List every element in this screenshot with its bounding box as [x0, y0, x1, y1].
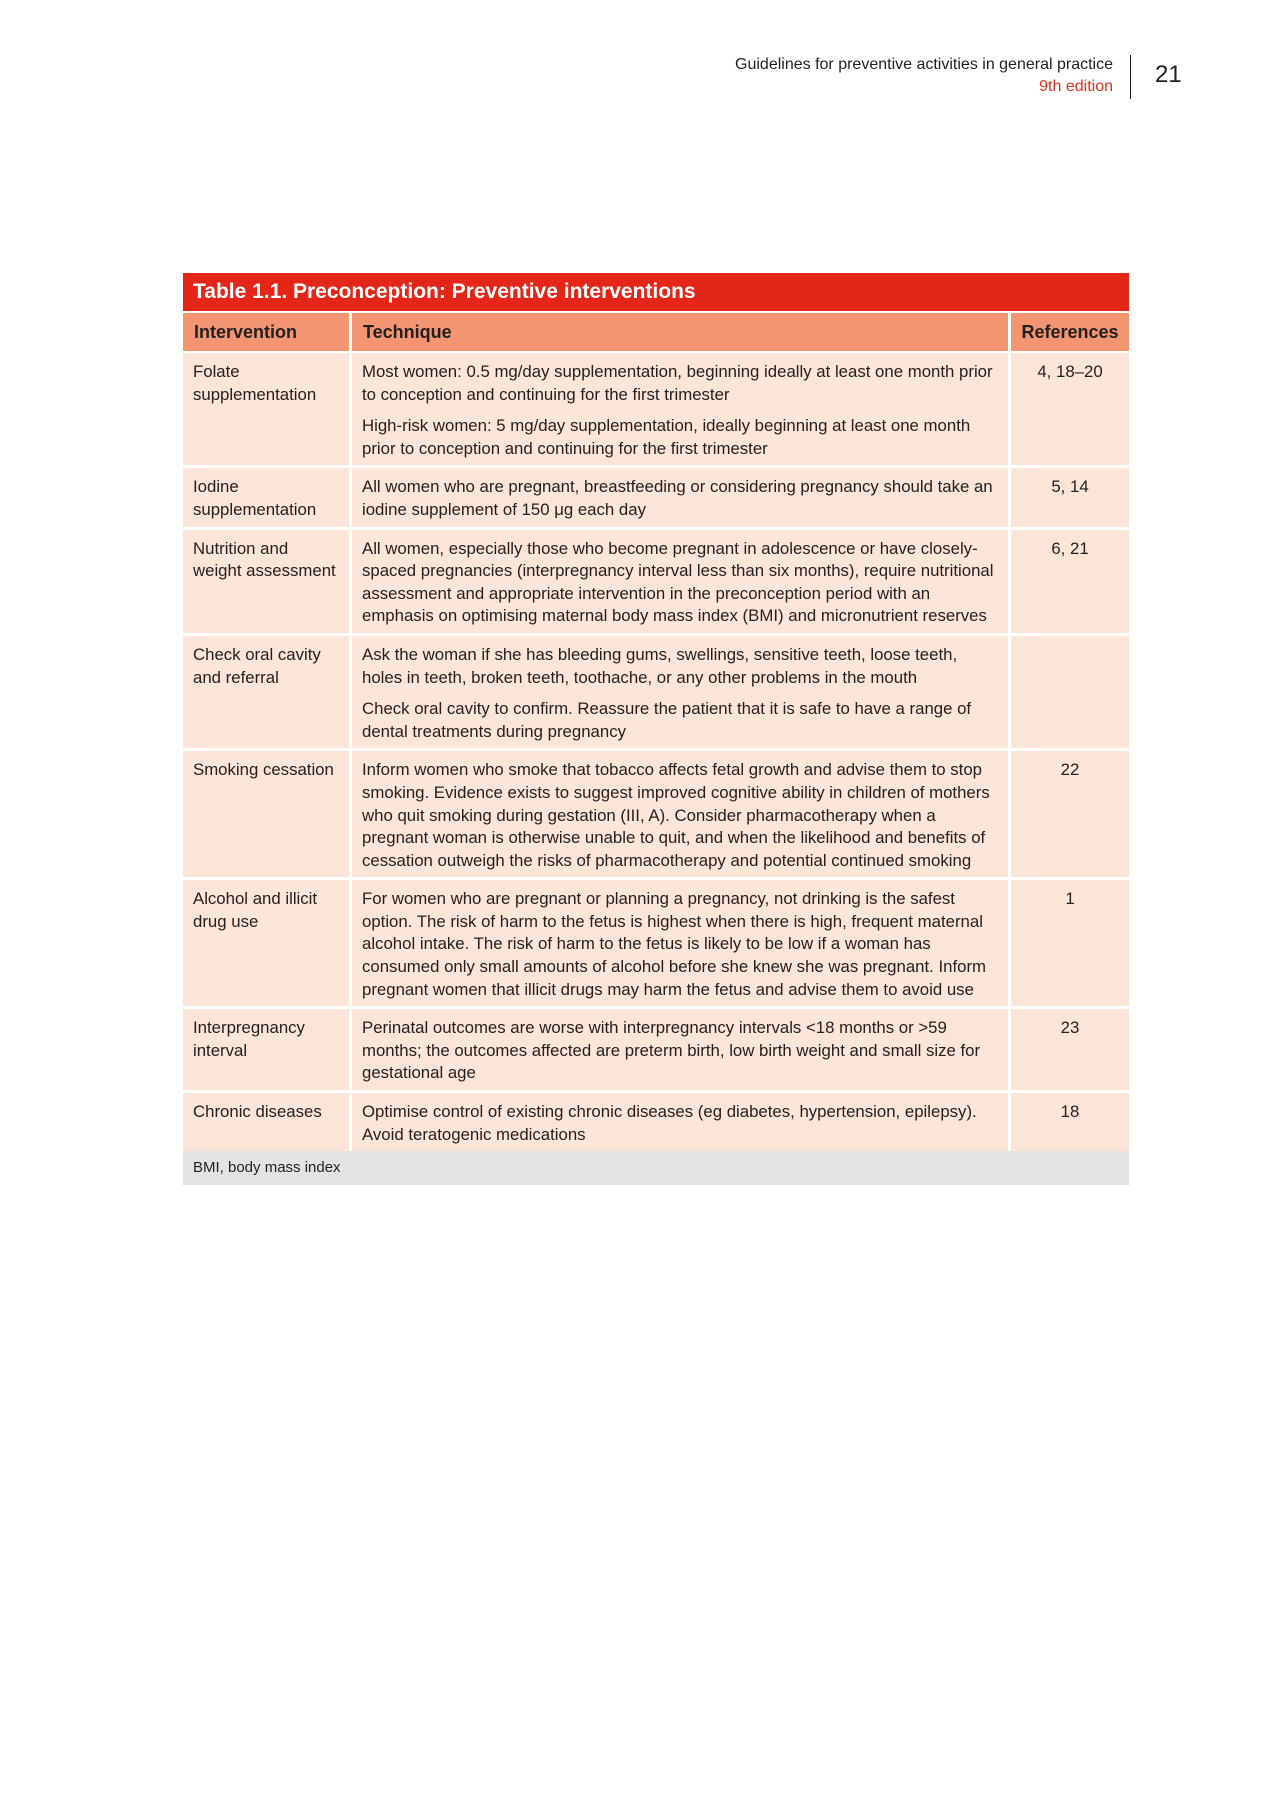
column-header-references: References	[1008, 311, 1129, 353]
references-cell: 22	[1008, 751, 1129, 880]
page-number: 21	[1155, 61, 1182, 88]
technique-cell	[349, 751, 1008, 880]
intervention-cell: Smoking cessation	[183, 751, 349, 880]
technique-paragraph: Check oral cavity to confirm. Reassure the patient that it is safe to have a range of dental treatments during pregnancy	[362, 699, 972, 741]
technique-cell	[349, 636, 1008, 751]
references-cell: 23	[1008, 1009, 1129, 1093]
table-title: Table 1.1. Preconception: Preventive interventions	[183, 273, 1129, 311]
intervention-cell: Alcohol and illicit drug use	[183, 880, 349, 1009]
table-header-row	[183, 311, 1129, 353]
technique-paragraph: Optimise control of existing chronic diseases (eg diabetes, hypertension, epilepsy). Avoid teratogenic medications	[362, 1102, 977, 1144]
technique-paragraph: Perinatal outcomes are worse with interpregnancy intervals <18 months or >59 months; the outcomes affected are preterm birth, low birth weight and small size for gestational age	[362, 1018, 981, 1083]
running-head	[735, 54, 1113, 98]
technique-cell	[349, 530, 1008, 636]
table-row	[183, 880, 1129, 1009]
intervention-cell: Chronic diseases	[183, 1093, 349, 1154]
intervention-cell: Check oral cavity and referral	[183, 636, 349, 751]
intervention-cell: Interpregnancy interval	[183, 1009, 349, 1093]
intervention-cell: Iodine supplementation	[183, 468, 349, 529]
table-row	[183, 1009, 1129, 1093]
table-row	[183, 636, 1129, 751]
references-cell: 18	[1008, 1093, 1129, 1154]
technique-paragraph: Ask the woman if she has bleeding gums, swellings, sensitive teeth, loose teeth, holes in teeth, broken teeth, toothache, or any other problems in the mouth	[362, 644, 958, 687]
technique-paragraph: High-risk women: 5 mg/day supplementation, ideally beginning at least one month prior to conception and continuing for the first trimester	[362, 416, 971, 458]
table-row	[183, 1093, 1129, 1154]
technique-paragraph: Inform women who smoke that tobacco affects fetal growth and advise them to stop smoking. Evidence exists to suggest improved cognitive ability in children of mothers who quit smoking during gestation (III, A). Consider pharmacotherapy when a pregnant woman is otherwise unable to quit, and when the likelihood and benefits of cessation outweigh the risks of pharmacotherapy and potential continued smoking	[362, 760, 990, 870]
references-cell: 4, 18–20	[1008, 353, 1129, 468]
interventions-table-grid	[183, 311, 1129, 1154]
header-divider	[1130, 55, 1131, 99]
column-header-intervention: Intervention	[183, 311, 349, 353]
column-header-technique: Technique	[349, 311, 1008, 353]
technique-cell	[349, 1093, 1008, 1154]
table-row	[183, 468, 1129, 529]
technique-cell	[349, 1009, 1008, 1093]
technique-paragraph: Most women: 0.5 mg/day supplementation, beginning ideally at least one month prior to conception and continuing for the first trimester	[362, 362, 993, 404]
references-cell	[1008, 636, 1129, 751]
intervention-cell: Nutrition and weight assessment	[183, 530, 349, 636]
technique-paragraph: All women, especially those who become pregnant in adolescence or have closely-spaced pregnancies (interpregnancy interval less than six months), require nutritional assessment and appropriate intervention in the preconception period with an emphasis on optimising maternal body mass index (BMI) and micronutrient reserves	[362, 538, 994, 626]
edition-label: 9th edition	[1039, 78, 1113, 95]
table-row	[183, 353, 1129, 468]
table-row	[183, 530, 1129, 636]
intervention-cell: Folate supplementation	[183, 353, 349, 468]
technique-paragraph: All women who are pregnant, breastfeeding or considering pregnancy should take an iodine supplement of 150 μg each day	[362, 477, 993, 519]
references-cell: 6, 21	[1008, 530, 1129, 636]
technique-cell	[349, 353, 1008, 468]
table-footnote: BMI, body mass index	[183, 1151, 1129, 1185]
preventive-interventions-table	[183, 273, 1129, 1185]
references-cell: 1	[1008, 880, 1129, 1009]
technique-paragraph: For women who are pregnant or planning a pregnancy, not drinking is the safest option. The risk of harm to the fetus is highest when there is high, frequent maternal alcohol intake. The risk of harm to the fetus is likely to be low if a woman has consumed only small amounts of alcohol before she knew she was pregnant. Inform pregnant women that illicit drugs may harm the fetus and advise them to avoid use	[362, 889, 987, 999]
technique-cell	[349, 468, 1008, 529]
publication-title: Guidelines for preventive activities in general practice	[735, 56, 1113, 73]
table-row	[183, 751, 1129, 880]
references-cell: 5, 14	[1008, 468, 1129, 529]
technique-cell	[349, 880, 1008, 1009]
